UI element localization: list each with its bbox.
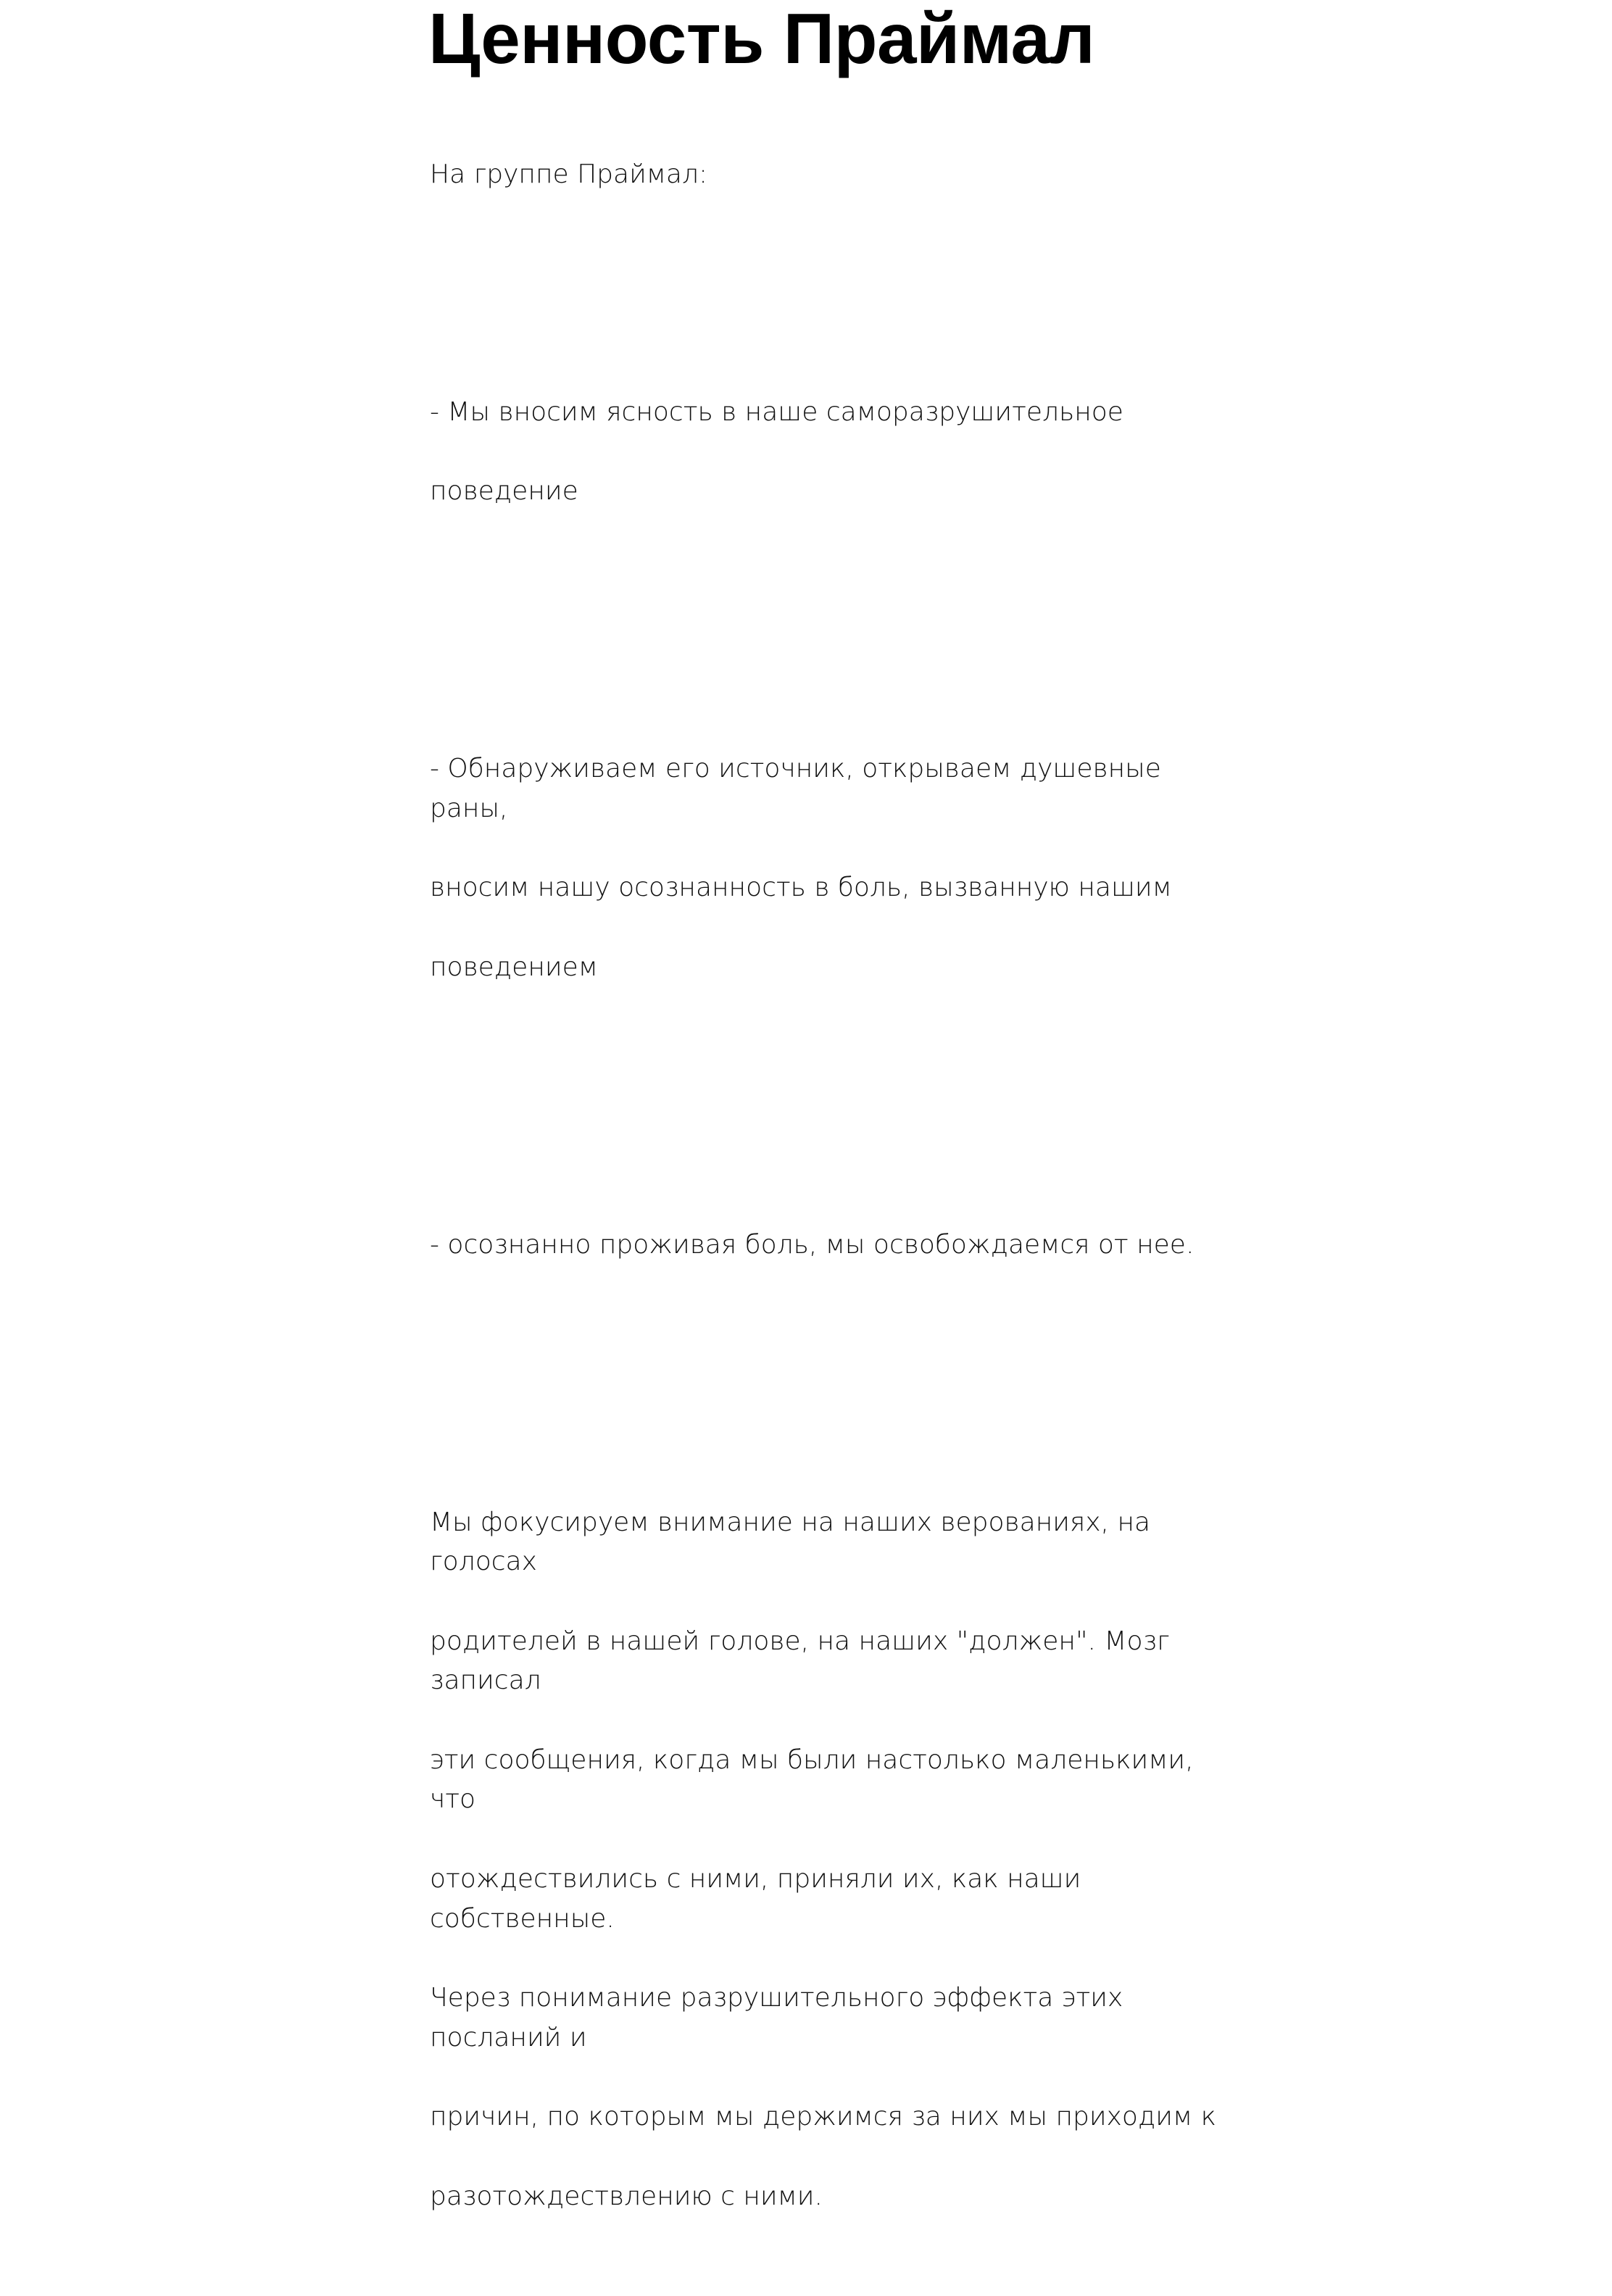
article-body — [430, 115, 1227, 2296]
paragraph-gap — [430, 1344, 1227, 1384]
closing-paragraph — [430, 1463, 1227, 2256]
point-2 — [430, 710, 1227, 1028]
text-line: - Обнаруживаем его источник, открываем душевные раны, — [430, 754, 1161, 823]
text-line: поведение — [430, 476, 578, 507]
text-line: - осознанно проживая боль, мы освобождаемся от нее. — [430, 1229, 1195, 1260]
text-line: разотождествлению с ними. — [430, 2181, 823, 2211]
point-3 — [430, 1186, 1227, 1305]
text-line: Мы фокусируем внимание на наших верованиях, на голосах — [430, 1507, 1151, 1577]
text-line: причин, по которым мы держимся за них мы приходим к — [430, 2102, 1216, 2132]
text-line: родителей в нашей голове, на наших "должен". Мозг записал — [430, 1626, 1170, 1696]
text-line: вносим нашу осознанность в боль, вызванную нашим — [430, 873, 1172, 903]
text-line: Через понимание разрушительного эффекта этих посланий и — [430, 1982, 1123, 2052]
text-line: отождествились с ними, приняли их, как наши собственные. — [430, 1863, 1081, 1934]
paragraph-gap — [430, 1067, 1227, 1107]
paragraph-gap — [430, 591, 1227, 631]
point-1 — [430, 353, 1227, 552]
page-title: Ценность Праймал — [428, 0, 1095, 78]
article — [430, 0, 1227, 2296]
text-line: поведением — [430, 952, 598, 982]
text-line: - Мы вносим ясность в наше саморазрушительное — [430, 396, 1123, 427]
text-line: эти сообщения, когда мы были настолько маленькими, что — [430, 1744, 1194, 1815]
paragraph-gap — [430, 234, 1227, 274]
intro-paragraph: На группе Праймал: — [430, 159, 708, 189]
